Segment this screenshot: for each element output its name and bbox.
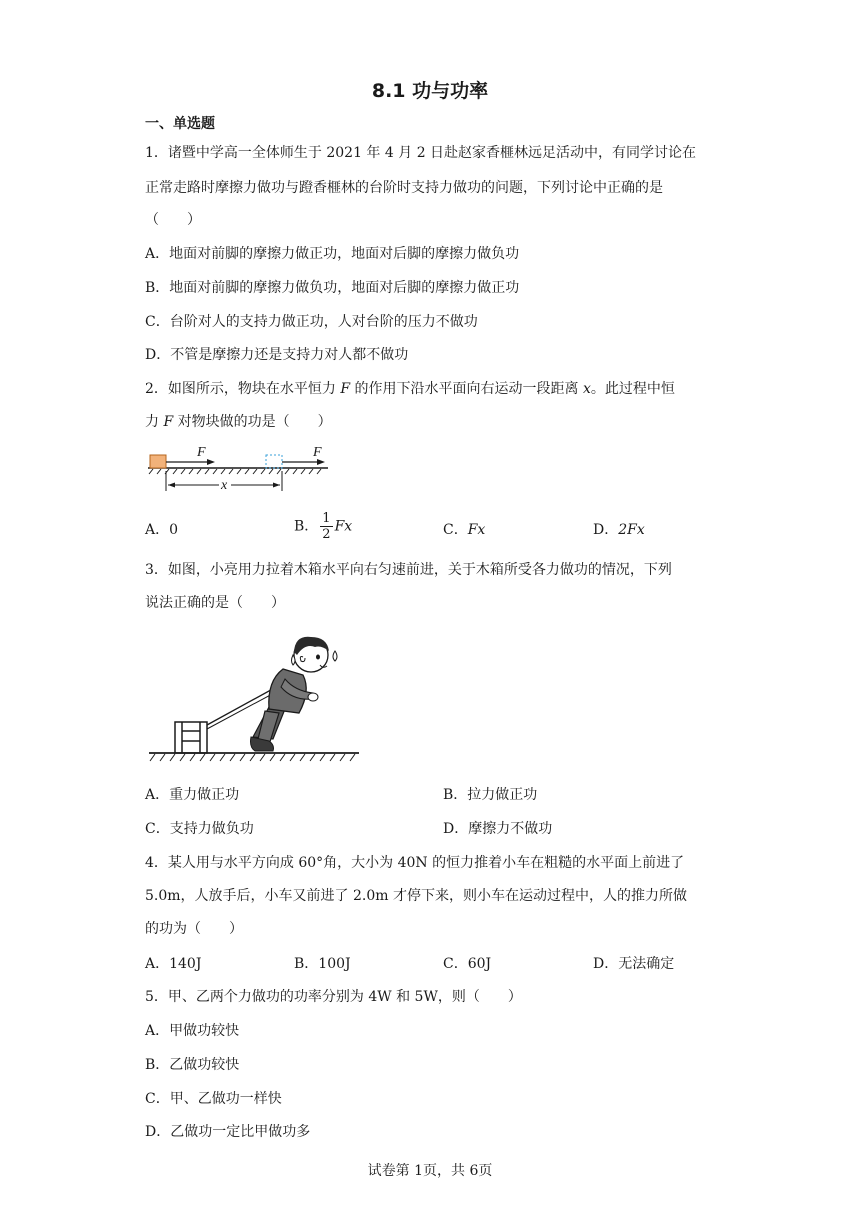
- q1-option-b: B．地面对前脚的摩擦力做负功，地面对后脚的摩擦力做正功: [145, 280, 520, 296]
- fig-label-f2: F: [313, 445, 322, 460]
- q4-option-a: A．140J: [145, 956, 202, 972]
- q4-option-d: D．无法确定: [593, 956, 675, 972]
- q2-option-a: A．0: [145, 522, 179, 538]
- q2-option-b: B． $\frac{1}{2}$ Fx: [294, 511, 353, 542]
- page-title: 8.1 功与功率: [371, 80, 489, 102]
- q3-option-d: D．摩擦力不做功: [443, 821, 553, 837]
- q2-figure: [145, 443, 335, 493]
- q1-stem-line1: 1．诸暨中学高一全体师生于 2021 年 4 月 2 日赴赵家香榧林远足活动中，有同学讨论在: [145, 145, 697, 161]
- section-heading: 一、单选题: [145, 116, 215, 132]
- page-footer: 试卷第 1页，共 6页: [367, 1163, 493, 1179]
- q4-option-b: B．100J: [294, 956, 351, 972]
- fraction-half: $\frac{1}{2}$: [322, 511, 331, 542]
- q2-option-d: D．2Fx: [593, 522, 645, 538]
- q3-option-b: B．拉力做正功: [443, 787, 538, 803]
- q4-stem-line3: 的功为（ ）: [145, 921, 243, 937]
- q5-option-a: A．甲做功较快: [145, 1023, 240, 1039]
- q1-option-d: D．不管是摩擦力还是支持力对人都不做功: [145, 347, 409, 363]
- q4-stem-line1: 4．某人用与水平方向成 60°角，大小为 40N 的恒力推着小车在粗糙的水平面上前进了: [145, 855, 685, 871]
- q1-stem-line2: 正常走路时摩擦力做功与蹬香榧林的台阶时支持力做功的问题，下列讨论中正确的是: [145, 180, 663, 196]
- q1-stem-line3: （ ）: [145, 212, 201, 228]
- q5-stem-line1: 5．甲、乙两个力做功的功率分别为 4W 和 5W，则（ ）: [145, 989, 522, 1005]
- q3-stem-line2: 说法正确的是（ ）: [145, 595, 285, 611]
- q5-option-d: D．乙做功一定比甲做功多: [145, 1124, 311, 1140]
- q3-stem-line1: 3．如图，小亮用力拉着木箱水平向右匀速前进，关于木箱所受各力做功的情况，下列: [145, 562, 672, 578]
- q1-option-c: C．台阶对人的支持力做正功，人对台阶的压力不做功: [145, 314, 478, 330]
- q5-option-c: C．甲、乙做功一样快: [145, 1091, 282, 1107]
- q4-option-c: C．60J: [443, 956, 492, 972]
- fig-label-x: x: [221, 478, 228, 493]
- q2-stem-line1: 2．如图所示，物块在水平恒力 F 的作用下沿水平面向右运动一段距离 x。此过程中恒: [145, 381, 675, 397]
- q2-option-c: C．Fx: [443, 522, 486, 538]
- q3-option-a: A．重力做正功: [145, 787, 240, 803]
- wooden-box: [175, 722, 207, 753]
- block-end-dashed: [266, 455, 282, 468]
- q2-stem-line2: 力 F 对物块做的功是（ ）: [145, 414, 332, 430]
- block-start: [150, 455, 166, 468]
- q1-option-a: A．地面对前脚的摩擦力做正功，地面对后脚的摩擦力做负功: [145, 246, 520, 262]
- q3-figure-boy-pulling-box: [145, 625, 365, 767]
- q5-option-b: B．乙做功较快: [145, 1057, 240, 1073]
- fig-label-f1: F: [197, 445, 206, 460]
- q3-option-c: C．支持力做负功: [145, 821, 254, 837]
- q4-stem-line2: 5.0m，人放手后，小车又前进了 2.0m 才停下来，则小车在运动过程中，人的推力所做: [145, 888, 687, 904]
